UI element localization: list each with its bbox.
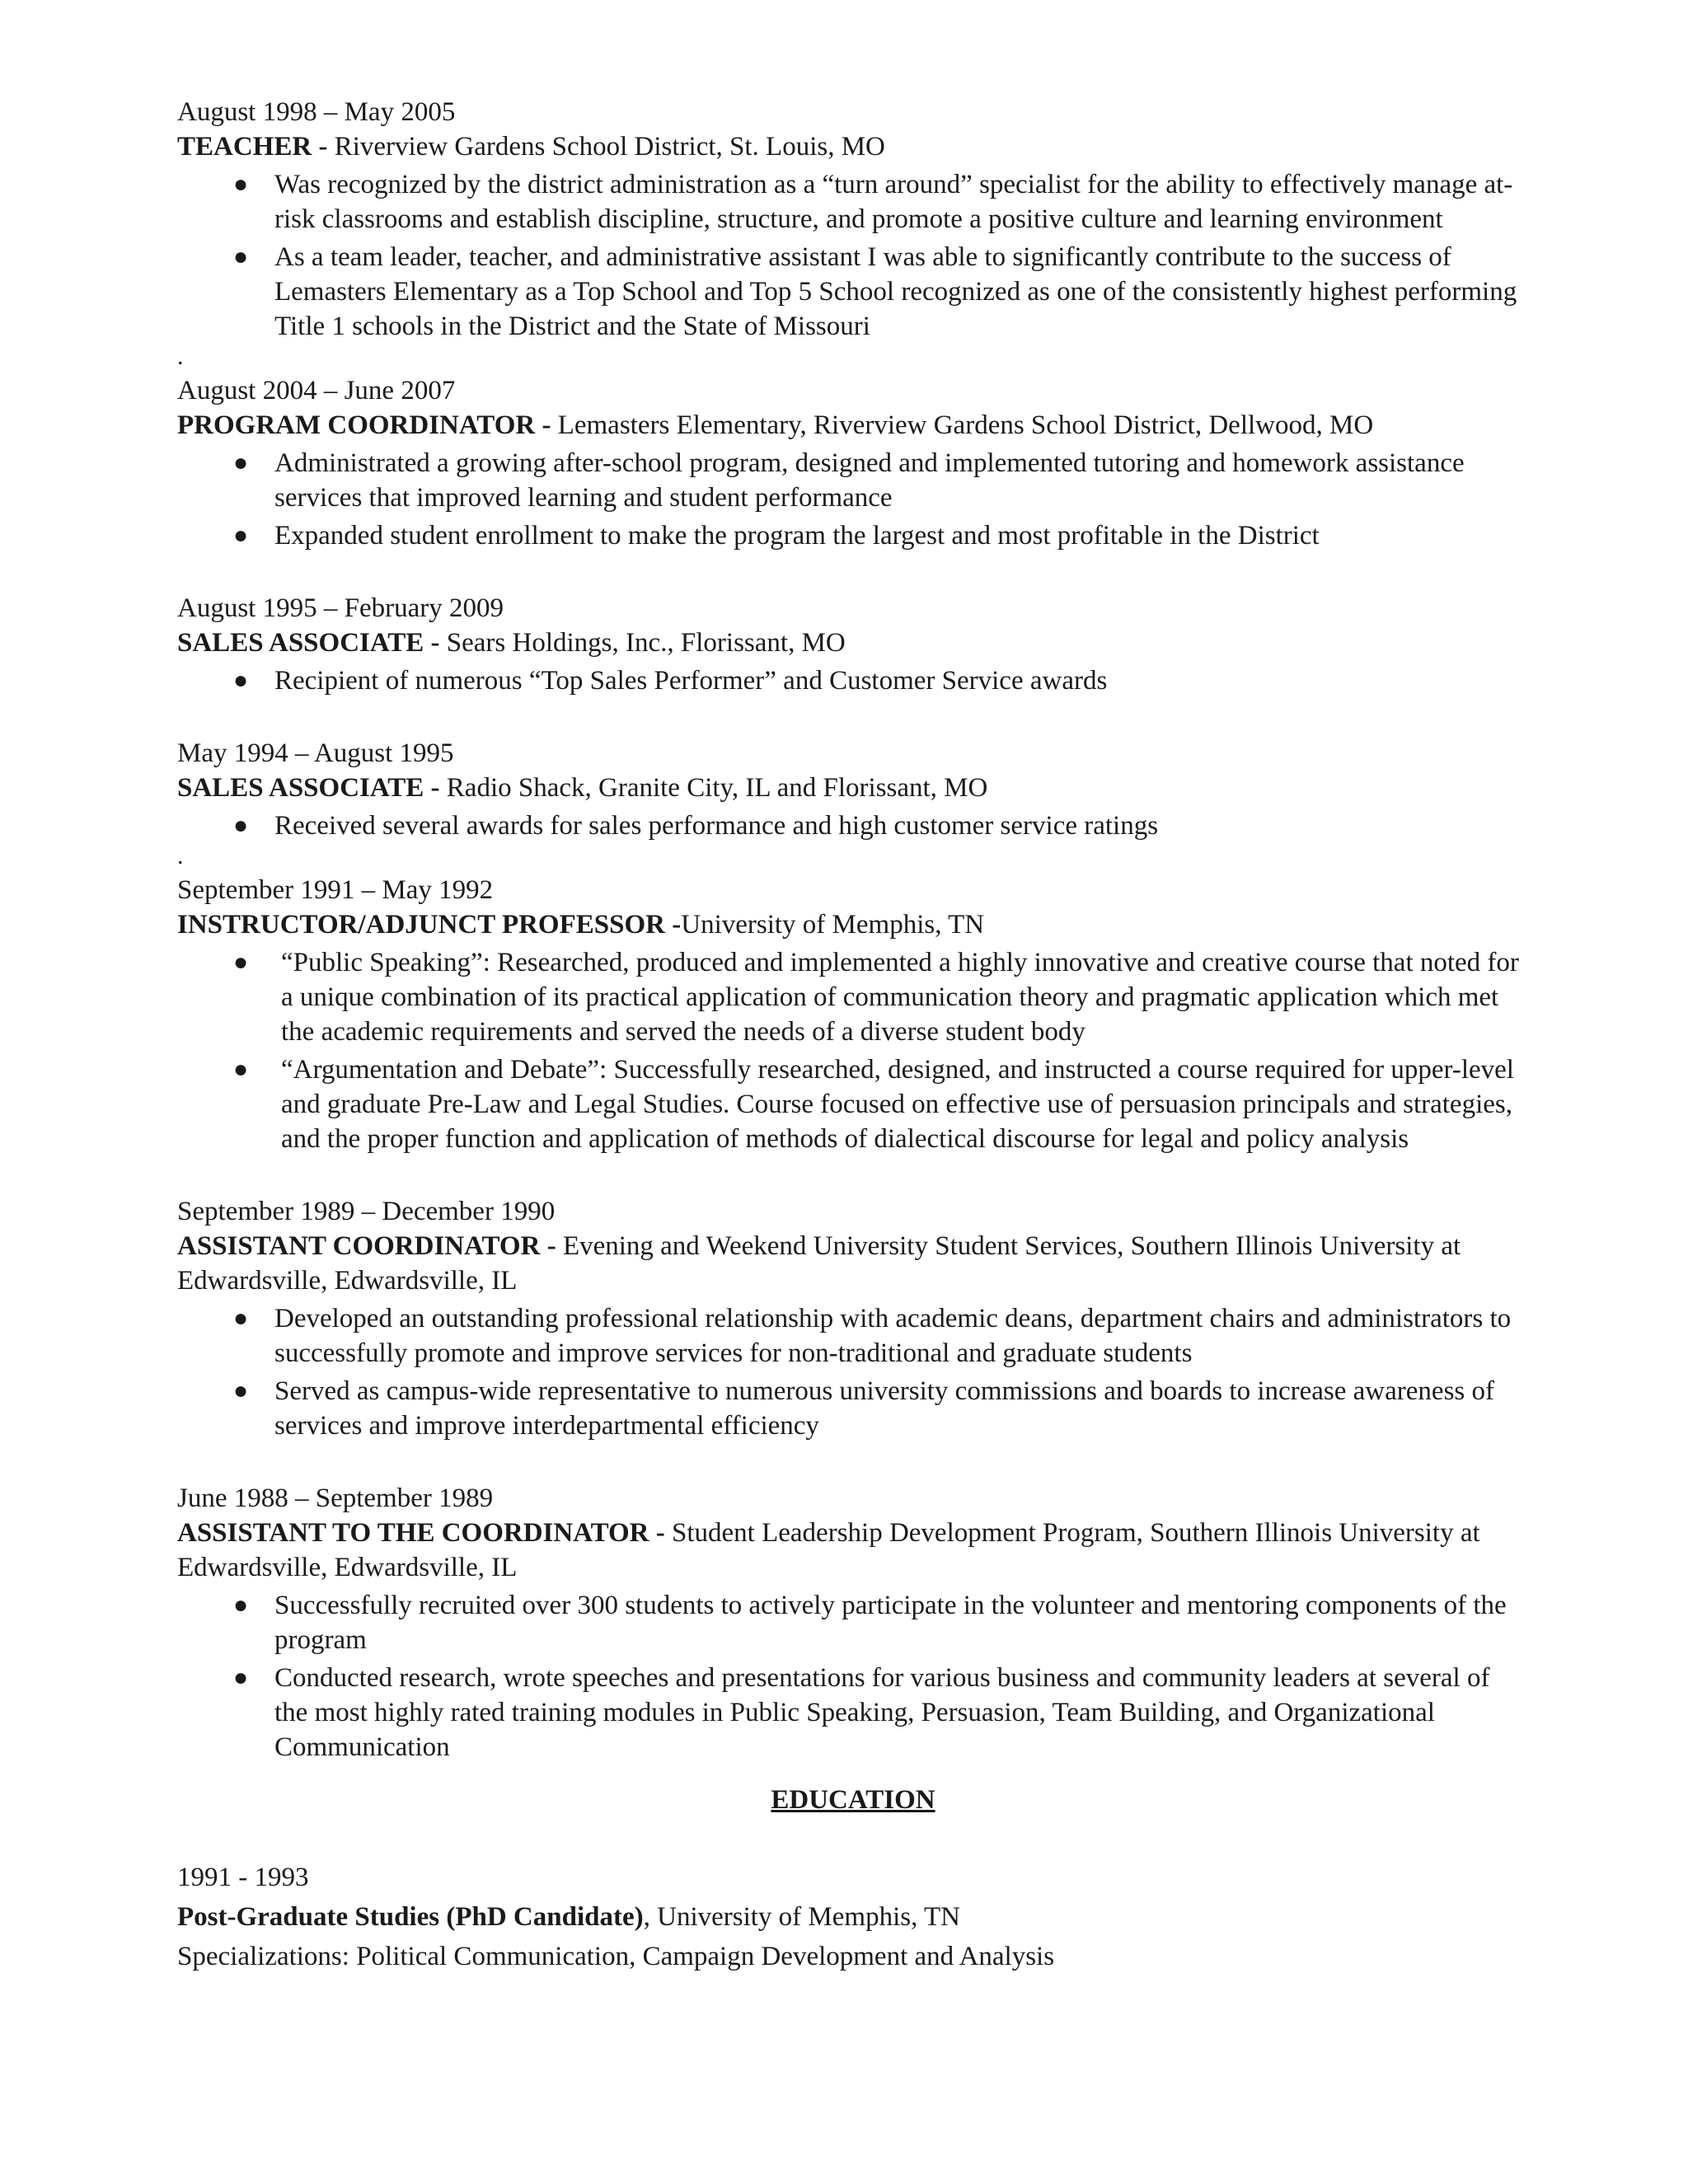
job-dates: May 1994 – August 1995 <box>177 738 454 768</box>
job-separator: - <box>424 773 447 803</box>
bullet-icon: ● <box>233 1664 249 1691</box>
bullet-icon: ● <box>233 667 249 694</box>
job-organization: Riverview Gardens School District, St. Louis, MO <box>334 132 885 162</box>
list-item <box>177 1588 1529 1657</box>
spacer <box>177 556 1529 591</box>
job-bullet-list <box>177 1301 1529 1443</box>
job-entry-radio-shack <box>177 736 1529 873</box>
bullet-icon: ● <box>233 1377 249 1404</box>
bullet-icon: ● <box>233 522 249 549</box>
job-organization: Sears Holdings, Inc., Florissant, MO <box>446 628 846 658</box>
job-dates: August 2004 – June 2007 <box>177 376 456 405</box>
job-title: SALES ASSOCIATE <box>177 773 424 803</box>
bullet-text: Conducted research, wrote speeches and presentations for various business and community leaders at several of the most highly rated training modules in Public Speaking, Persuasion, Team Building, and Organizational Communication <box>274 1663 1490 1762</box>
job-dates: June 1988 – September 1989 <box>177 1483 494 1513</box>
list-item <box>177 446 1529 515</box>
bullet-text: Successfully recruited over 300 students to actively participate in the volunteer and mentoring components of the program <box>274 1591 1507 1655</box>
bullet-icon: ● <box>233 171 249 198</box>
list-item <box>177 808 1529 843</box>
job-separator: - <box>312 132 335 162</box>
job-dates: August 1995 – February 2009 <box>177 593 504 623</box>
bullet-text: Was recognized by the district administration as a “turn around” specialist for the ability to effectively manage at-risk classrooms and establish discipline, structure, and promote a positive culture and learning environment <box>274 170 1513 234</box>
list-item <box>177 663 1529 698</box>
list-item <box>177 945 1529 1049</box>
list-item <box>177 518 1529 553</box>
bullet-text: “Argumentation and Debate”: Successfully researched, designed, and instructed a course required for upper-level and graduate Pre-Law and Legal Studies. Course focused on effective use of persuasion principals and strategies, and the proper function and application of methods of dialectical discourse for legal and policy analysis <box>281 1055 1514 1154</box>
bullet-icon: ● <box>233 1056 249 1083</box>
job-heading <box>177 626 1529 660</box>
job-organization: Evening and Weekend University Student Services, Southern Illinois University at Edwardsville, Edwardsville, IL <box>177 1231 1461 1296</box>
job-entry-assistant-coordinator <box>177 1194 1529 1481</box>
job-separator: - <box>424 628 447 658</box>
job-heading <box>177 129 1529 164</box>
list-item <box>177 1661 1529 1765</box>
job-entry-assistant-to-coordinator <box>177 1481 1529 1765</box>
list-item <box>177 1301 1529 1371</box>
bullet-text: Expanded student enrollment to make the program the largest and most profitable in the District <box>274 521 1320 551</box>
job-organization: Student Leadership Development Program, Southern Illinois University at Edwardsville, Edwardsville, IL <box>177 1518 1480 1582</box>
job-separator: - <box>535 410 558 440</box>
bullet-icon: ● <box>233 1591 249 1619</box>
bullet-text: Recipient of numerous “Top Sales Performer” and Customer Service awards <box>274 666 1108 696</box>
bullet-text: “Public Speaking”: Researched, produced and implemented a highly innovative and creative course that noted for a unique combination of its practical application of communication theory and pragmatic application which met the academic requirements and served the needs of a diverse student body <box>281 948 1519 1047</box>
list-item <box>177 1374 1529 1443</box>
bullet-icon: ● <box>233 243 249 270</box>
job-bullet-list <box>177 808 1529 843</box>
job-entry-program-coordinator <box>177 373 1529 591</box>
resume-page <box>177 95 1529 1979</box>
job-heading <box>177 1516 1529 1585</box>
bullet-text: Administrated a growing after-school program, designed and implemented tutoring and homework assistance services that improved learning and student performance <box>274 448 1465 513</box>
list-item <box>177 1052 1529 1156</box>
stray-period: . <box>177 343 184 370</box>
education-specializations: Specializations: Political Communication, Campaign Development and Analysis <box>177 1942 1055 1971</box>
job-heading <box>177 907 1529 942</box>
bullet-text: Received several awards for sales performance and high customer service ratings <box>274 811 1159 841</box>
job-title: INSTRUCTOR/ADJUNCT PROFESSOR <box>177 910 665 940</box>
bullet-text: Developed an outstanding professional relationship with academic deans, department chairs and administrators to successfully promote and improve services for non-traditional and graduate students <box>274 1304 1512 1368</box>
spacer <box>177 1160 1529 1194</box>
job-title: SALES ASSOCIATE <box>177 628 424 658</box>
job-separator: - <box>649 1518 673 1548</box>
bullet-text: Served as campus-wide representative to numerous university commissions and boards to increase awareness of services and improve interdepartmental efficiency <box>274 1376 1494 1441</box>
job-separator: - <box>540 1231 563 1261</box>
job-entry-sears <box>177 591 1529 736</box>
education-heading: EDUCATION <box>771 1785 935 1815</box>
education-entry <box>177 1860 1529 1974</box>
job-entry-teacher <box>177 95 1529 373</box>
job-heading <box>177 408 1529 443</box>
spacer <box>177 1446 1529 1481</box>
bullet-text: As a team leader, teacher, and administrative assistant I was able to significantly contribute to the success of Lemasters Elementary as a Top School and Top 5 School recognized as one of the consistently highest performing Title 1 schools in the District and the State of Missouri <box>274 242 1517 341</box>
job-title: ASSISTANT COORDINATOR <box>177 1231 541 1261</box>
job-bullet-list <box>177 663 1529 698</box>
education-degree-line <box>177 1900 1529 1934</box>
job-separator: - <box>664 910 682 940</box>
job-organization: Lemasters Elementary, Riverview Gardens School District, Dellwood, MO <box>557 410 1374 440</box>
job-bullet-list <box>177 446 1529 553</box>
job-title: TEACHER <box>177 132 312 162</box>
job-organization: Radio Shack, Granite City, IL and Florissant, MO <box>446 773 988 803</box>
education-degree: Post-Graduate Studies (PhD Candidate) <box>177 1902 644 1932</box>
bullet-icon: ● <box>233 812 249 839</box>
job-dates: August 1998 – May 2005 <box>177 97 456 127</box>
job-dates: September 1991 – May 1992 <box>177 875 494 905</box>
spacer <box>177 701 1529 736</box>
job-title: PROGRAM COORDINATOR <box>177 410 536 440</box>
bullet-icon: ● <box>233 949 249 976</box>
job-heading <box>177 1229 1529 1298</box>
job-bullet-list <box>177 945 1529 1156</box>
job-heading <box>177 771 1529 805</box>
job-dates: September 1989 – December 1990 <box>177 1197 556 1226</box>
job-entry-instructor <box>177 873 1529 1194</box>
education-years: 1991 - 1993 <box>177 1863 309 1892</box>
list-item <box>177 167 1529 237</box>
bullet-icon: ● <box>233 1305 249 1332</box>
list-item <box>177 240 1529 344</box>
job-title: ASSISTANT TO THE COORDINATOR <box>177 1518 649 1548</box>
stray-period: . <box>177 842 184 869</box>
job-bullet-list <box>177 167 1529 344</box>
job-bullet-list <box>177 1588 1529 1765</box>
job-organization: University of Memphis, TN <box>681 910 985 940</box>
bullet-icon: ● <box>233 449 249 476</box>
education-school: , University of Memphis, TN <box>643 1902 960 1932</box>
